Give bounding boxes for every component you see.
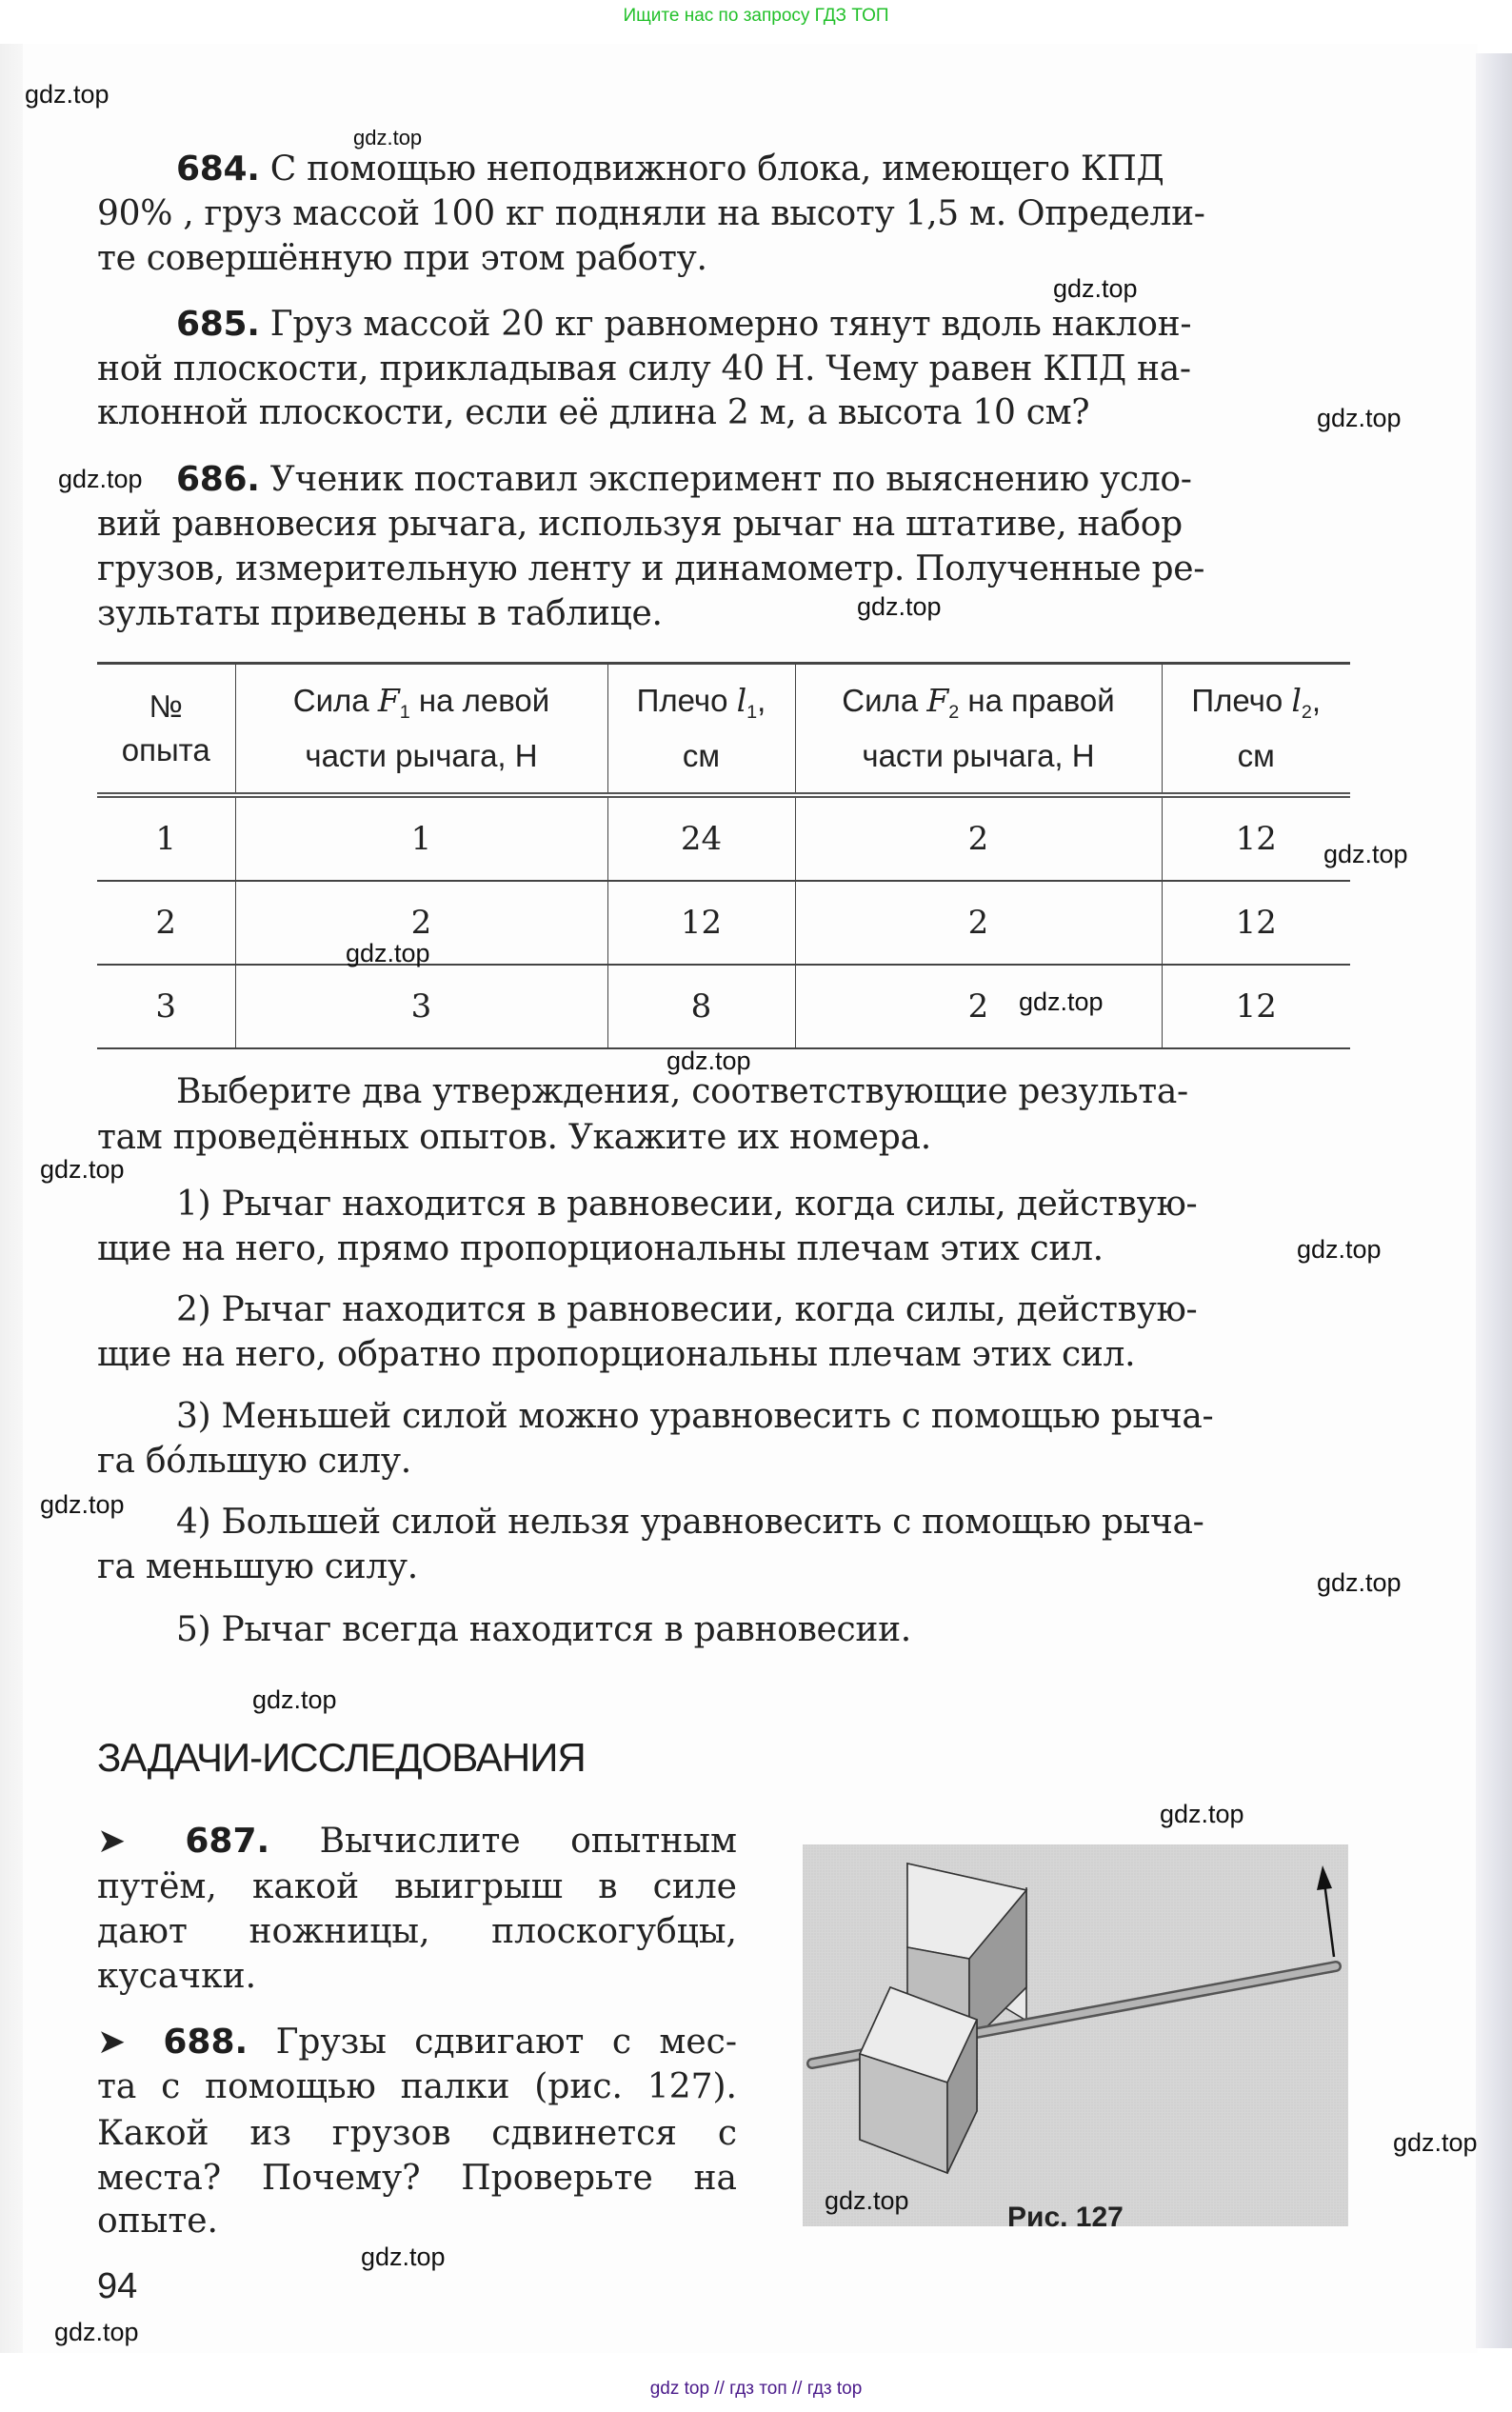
col-header-arm-left: Плечо $l_1$, см: [607, 664, 795, 796]
problem-688-line-4: места? Почему? Проверьте на: [97, 2159, 737, 2198]
watermark: gdz.top: [1317, 1568, 1402, 1597]
watermark: gdz.top: [54, 2318, 139, 2346]
prompt-line-2: там проведённых опытов. Укажите их номера.: [97, 1118, 931, 1157]
watermark: gdz.top: [825, 2186, 909, 2215]
problem-688-line-5: опыте.: [97, 2202, 218, 2241]
option-4-line-2: га меньшую силу.: [97, 1547, 418, 1586]
option-1-line-2: щие на него, прямо пропорциональны плечам этих сил.: [97, 1229, 1104, 1268]
watermark: gdz.top: [1160, 1800, 1244, 1828]
problem-686-line-4: зультаты приведены в таблице.: [97, 594, 663, 633]
option-3-line-2: га бóльшую силу.: [97, 1442, 411, 1481]
problem-684-line-1: 684. С помощью неподвижного блока, имеющего КПД: [176, 150, 1164, 189]
option-3-line-1: 3) Меньшей силой можно уравновесить с помощью рыча-: [176, 1397, 1214, 1436]
problem-688-line-1: ➤ 688. Грузы сдвигают с мес-: [97, 2020, 737, 2064]
watermark: gdz.top: [1019, 987, 1104, 1016]
watermark: gdz.top: [252, 1685, 337, 1714]
prompt-line-1: Выберите два утверждения, соответствующие результа-: [176, 1072, 1188, 1111]
col-header-force-left: Сила $F_1$ на левой части рычага, Н: [235, 664, 607, 796]
watermark: gdz.top: [1317, 404, 1402, 432]
table-row: 3 3 8 2 12: [97, 965, 1350, 1048]
problem-684-line-2: 90% , груз массой 100 кг подняли на высоту 1,5 м. Определи-: [97, 194, 1205, 233]
problem-number: 685.: [176, 305, 260, 344]
watermark: gdz.top: [25, 80, 109, 109]
problem-number: 684.: [176, 150, 260, 189]
page-number: 94: [97, 2266, 138, 2306]
problem-685-line-2: ной плоскости, прикладывая силу 40 Н. Чему равен КПД на-: [97, 349, 1191, 389]
option-2-line-1: 2) Рычаг находится в равновесии, когда силы, действую-: [176, 1290, 1198, 1329]
table-row: 1 1 24 2 12: [97, 795, 1350, 881]
arrow-marker-icon: ➤: [97, 2023, 127, 2062]
option-2-line-2: щие на него, обратно пропорциональны плечам этих сил.: [97, 1335, 1136, 1374]
watermark: gdz.top: [1393, 2128, 1478, 2157]
watermark: gdz.top: [58, 465, 143, 493]
problem-688-line-2: та с помощью палки (рис. 127).: [97, 2067, 737, 2106]
table-row: 2 2 12 2 12: [97, 881, 1350, 965]
col-header-trial: № опыта: [97, 664, 235, 796]
page-left-margin: [0, 44, 23, 2353]
problem-686-line-1: 686. Ученик поставил эксперимент по выяснению усло-: [176, 460, 1192, 499]
problem-688-line-3: Какой из грузов сдвинется с: [97, 2114, 737, 2153]
problem-684-line-3: те совершённую при этом работу.: [97, 239, 707, 278]
problem-685-line-3: клонной плоскости, если её длина 2 м, а высота 10 см?: [97, 393, 1090, 432]
footer-links[interactable]: [0, 2369, 1512, 2412]
problem-number: 688.: [163, 2023, 249, 2062]
page-right-edge-shadow: [1476, 53, 1512, 2348]
search-banner-text[interactable]: Ищите нас по запросу ГДЗ ТОП: [623, 6, 889, 26]
table-header-row: [97, 664, 1350, 796]
watermark: gdz.top: [857, 592, 942, 621]
section-title: ЗАДАЧИ-ИССЛЕДОВАНИЯ: [97, 1735, 586, 1780]
figure-127-weights-and-stick: [803, 1844, 1348, 2226]
problem-number: 687.: [185, 1822, 270, 1861]
option-5-line-1: 5) Рычаг всегда находится в равновесии.: [176, 1610, 911, 1649]
figure-caption: Рис. 127: [1007, 2202, 1124, 2233]
col-header-arm-right: Плечо $l_2$, см: [1162, 664, 1350, 796]
watermark: gdz.top: [40, 1155, 125, 1184]
problem-685-line-1: 685. Груз массой 20 кг равномерно тянут вдоль наклон-: [176, 305, 1192, 344]
watermark: gdz.top: [1053, 274, 1138, 303]
arrow-marker-icon: ➤: [97, 1822, 127, 1861]
weights-stick-illustration-icon: [803, 1844, 1348, 2226]
watermark: gdz.top: [40, 1490, 125, 1519]
option-4-line-1: 4) Большей силой нельзя уравновесить с помощью рыча-: [176, 1503, 1204, 1542]
problem-687-line-4: кусачки.: [97, 1957, 257, 1996]
problem-number: 686.: [176, 460, 260, 499]
problem-686-line-3: грузов, измерительную ленту и динамометр. Полученные ре-: [97, 549, 1205, 588]
footer-link-text[interactable]: gdz top // гдз топ // гдз top: [649, 2379, 863, 2399]
problem-686-line-2: вий равновесия рычага, используя рычаг на штативе, набор: [97, 505, 1183, 544]
col-header-force-right: Сила $F_2$ на правой части рычага, Н: [795, 664, 1162, 796]
watermark: gdz.top: [1323, 840, 1408, 868]
problem-687-line-2: путём, какой выигрыш в силе: [97, 1867, 737, 1906]
search-banner[interactable]: [0, 0, 1512, 38]
watermark: gdz.top: [361, 2243, 446, 2271]
watermark: gdz.top: [353, 126, 423, 150]
problem-687-line-3: дают ножницы, плоскогубцы,: [97, 1912, 737, 1951]
watermark: gdz.top: [346, 939, 430, 967]
problem-687-line-1: ➤ 687. Вычислите опытным: [97, 1819, 737, 1864]
watermark: gdz.top: [1297, 1235, 1382, 1264]
watermark: gdz.top: [666, 1047, 751, 1075]
lever-experiment-table: [97, 662, 1350, 1049]
option-1-line-1: 1) Рычаг находится в равновесии, когда силы, действую-: [176, 1185, 1198, 1224]
